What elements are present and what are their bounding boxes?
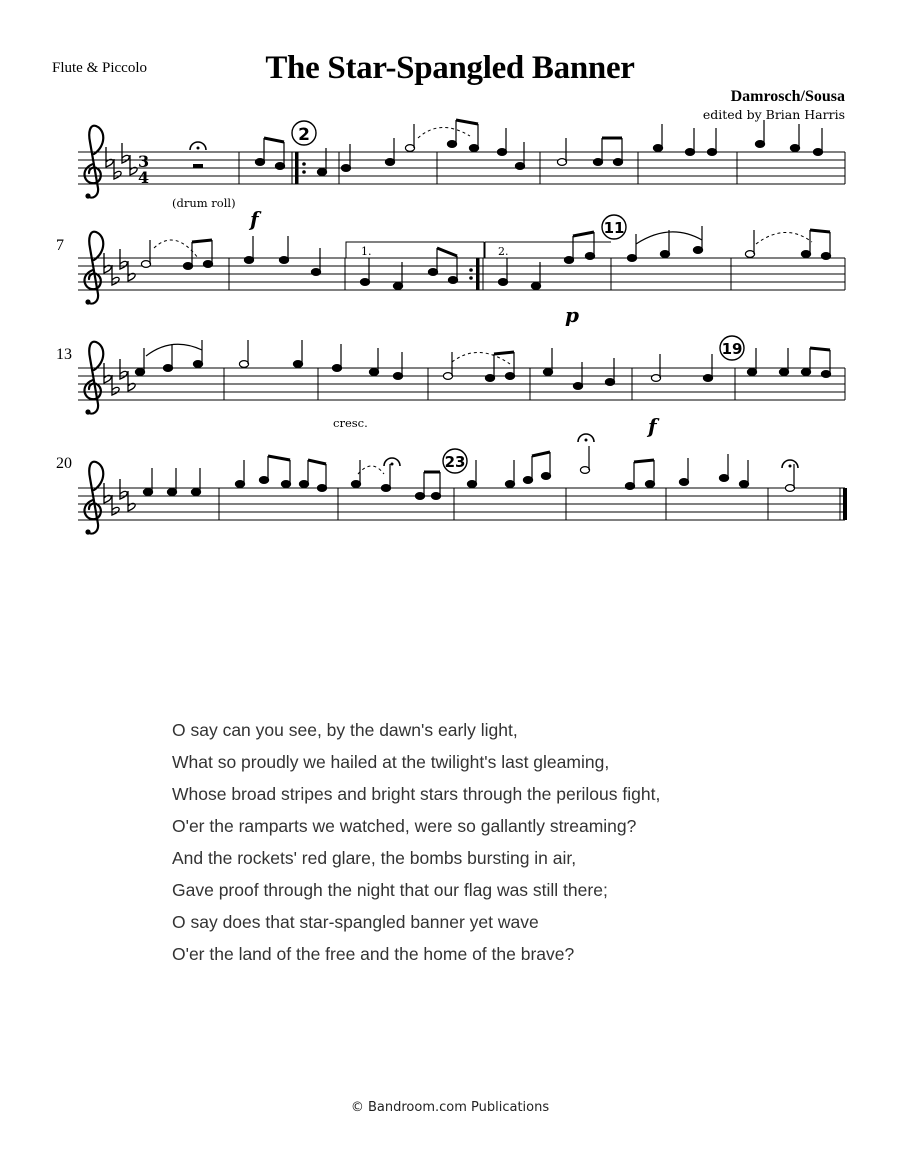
dynamic-piano: p <box>565 303 579 327</box>
measure-number-20: 20 <box>56 455 72 472</box>
staff-system-3 <box>56 336 845 438</box>
lyric-line-3: Whose broad stripes and bright stars through the perilous fight, <box>172 784 661 804</box>
lyric-line-7: O say does that star-spangled banner yet wave <box>172 912 539 932</box>
lyric-line-2: What so proudly we hailed at the twilight's last gleaming, <box>172 752 610 772</box>
time-signature-bottom: 4 <box>138 168 150 187</box>
time-signature-top: 3 <box>138 152 150 171</box>
drum-roll-text: (drum roll) <box>172 196 236 210</box>
staff-system-4 <box>56 434 847 535</box>
rehearsal-mark-2: 2 <box>298 125 310 145</box>
instrument-label: Flute & Piccolo <box>52 60 147 76</box>
lyric-line-5: And the rockets' red glare, the bombs bursting in air, <box>172 848 577 868</box>
lyric-line-6: Gave proof through the night that our flag was still there; <box>172 880 608 900</box>
dynamic-forte-2: f <box>648 414 657 438</box>
ending-second: 2. <box>498 245 509 258</box>
composer-credit: Damrosch/Sousa <box>730 88 845 105</box>
crescendo-text: cresc. <box>333 416 368 430</box>
lyric-line-1: O say can you see, by the dawn's early light, <box>172 720 518 740</box>
measure-number-7: 7 <box>56 237 64 254</box>
page-title: The Star-Spangled Banner <box>265 50 635 86</box>
dynamic-forte-1: f <box>250 207 259 231</box>
lyric-line-8: O'er the land of the free and the home of the brave? <box>172 944 575 964</box>
lyrics-block <box>172 718 660 974</box>
staff-system-1 <box>78 120 845 231</box>
ending-first: 1. <box>361 245 372 258</box>
rehearsal-mark-11: 11 <box>603 219 625 237</box>
music-score <box>0 0 900 560</box>
publisher-footer: © Bandroom.com Publications <box>350 1100 550 1115</box>
rehearsal-mark-19: 19 <box>721 340 743 358</box>
editor-credit: edited by Brian Harris <box>702 107 845 122</box>
measure-number-13: 13 <box>56 346 72 363</box>
lyric-line-4: O'er the ramparts we watched, were so gallantly streaming? <box>172 816 637 836</box>
rehearsal-mark-23: 23 <box>444 453 466 471</box>
staff-system-2 <box>56 215 845 327</box>
